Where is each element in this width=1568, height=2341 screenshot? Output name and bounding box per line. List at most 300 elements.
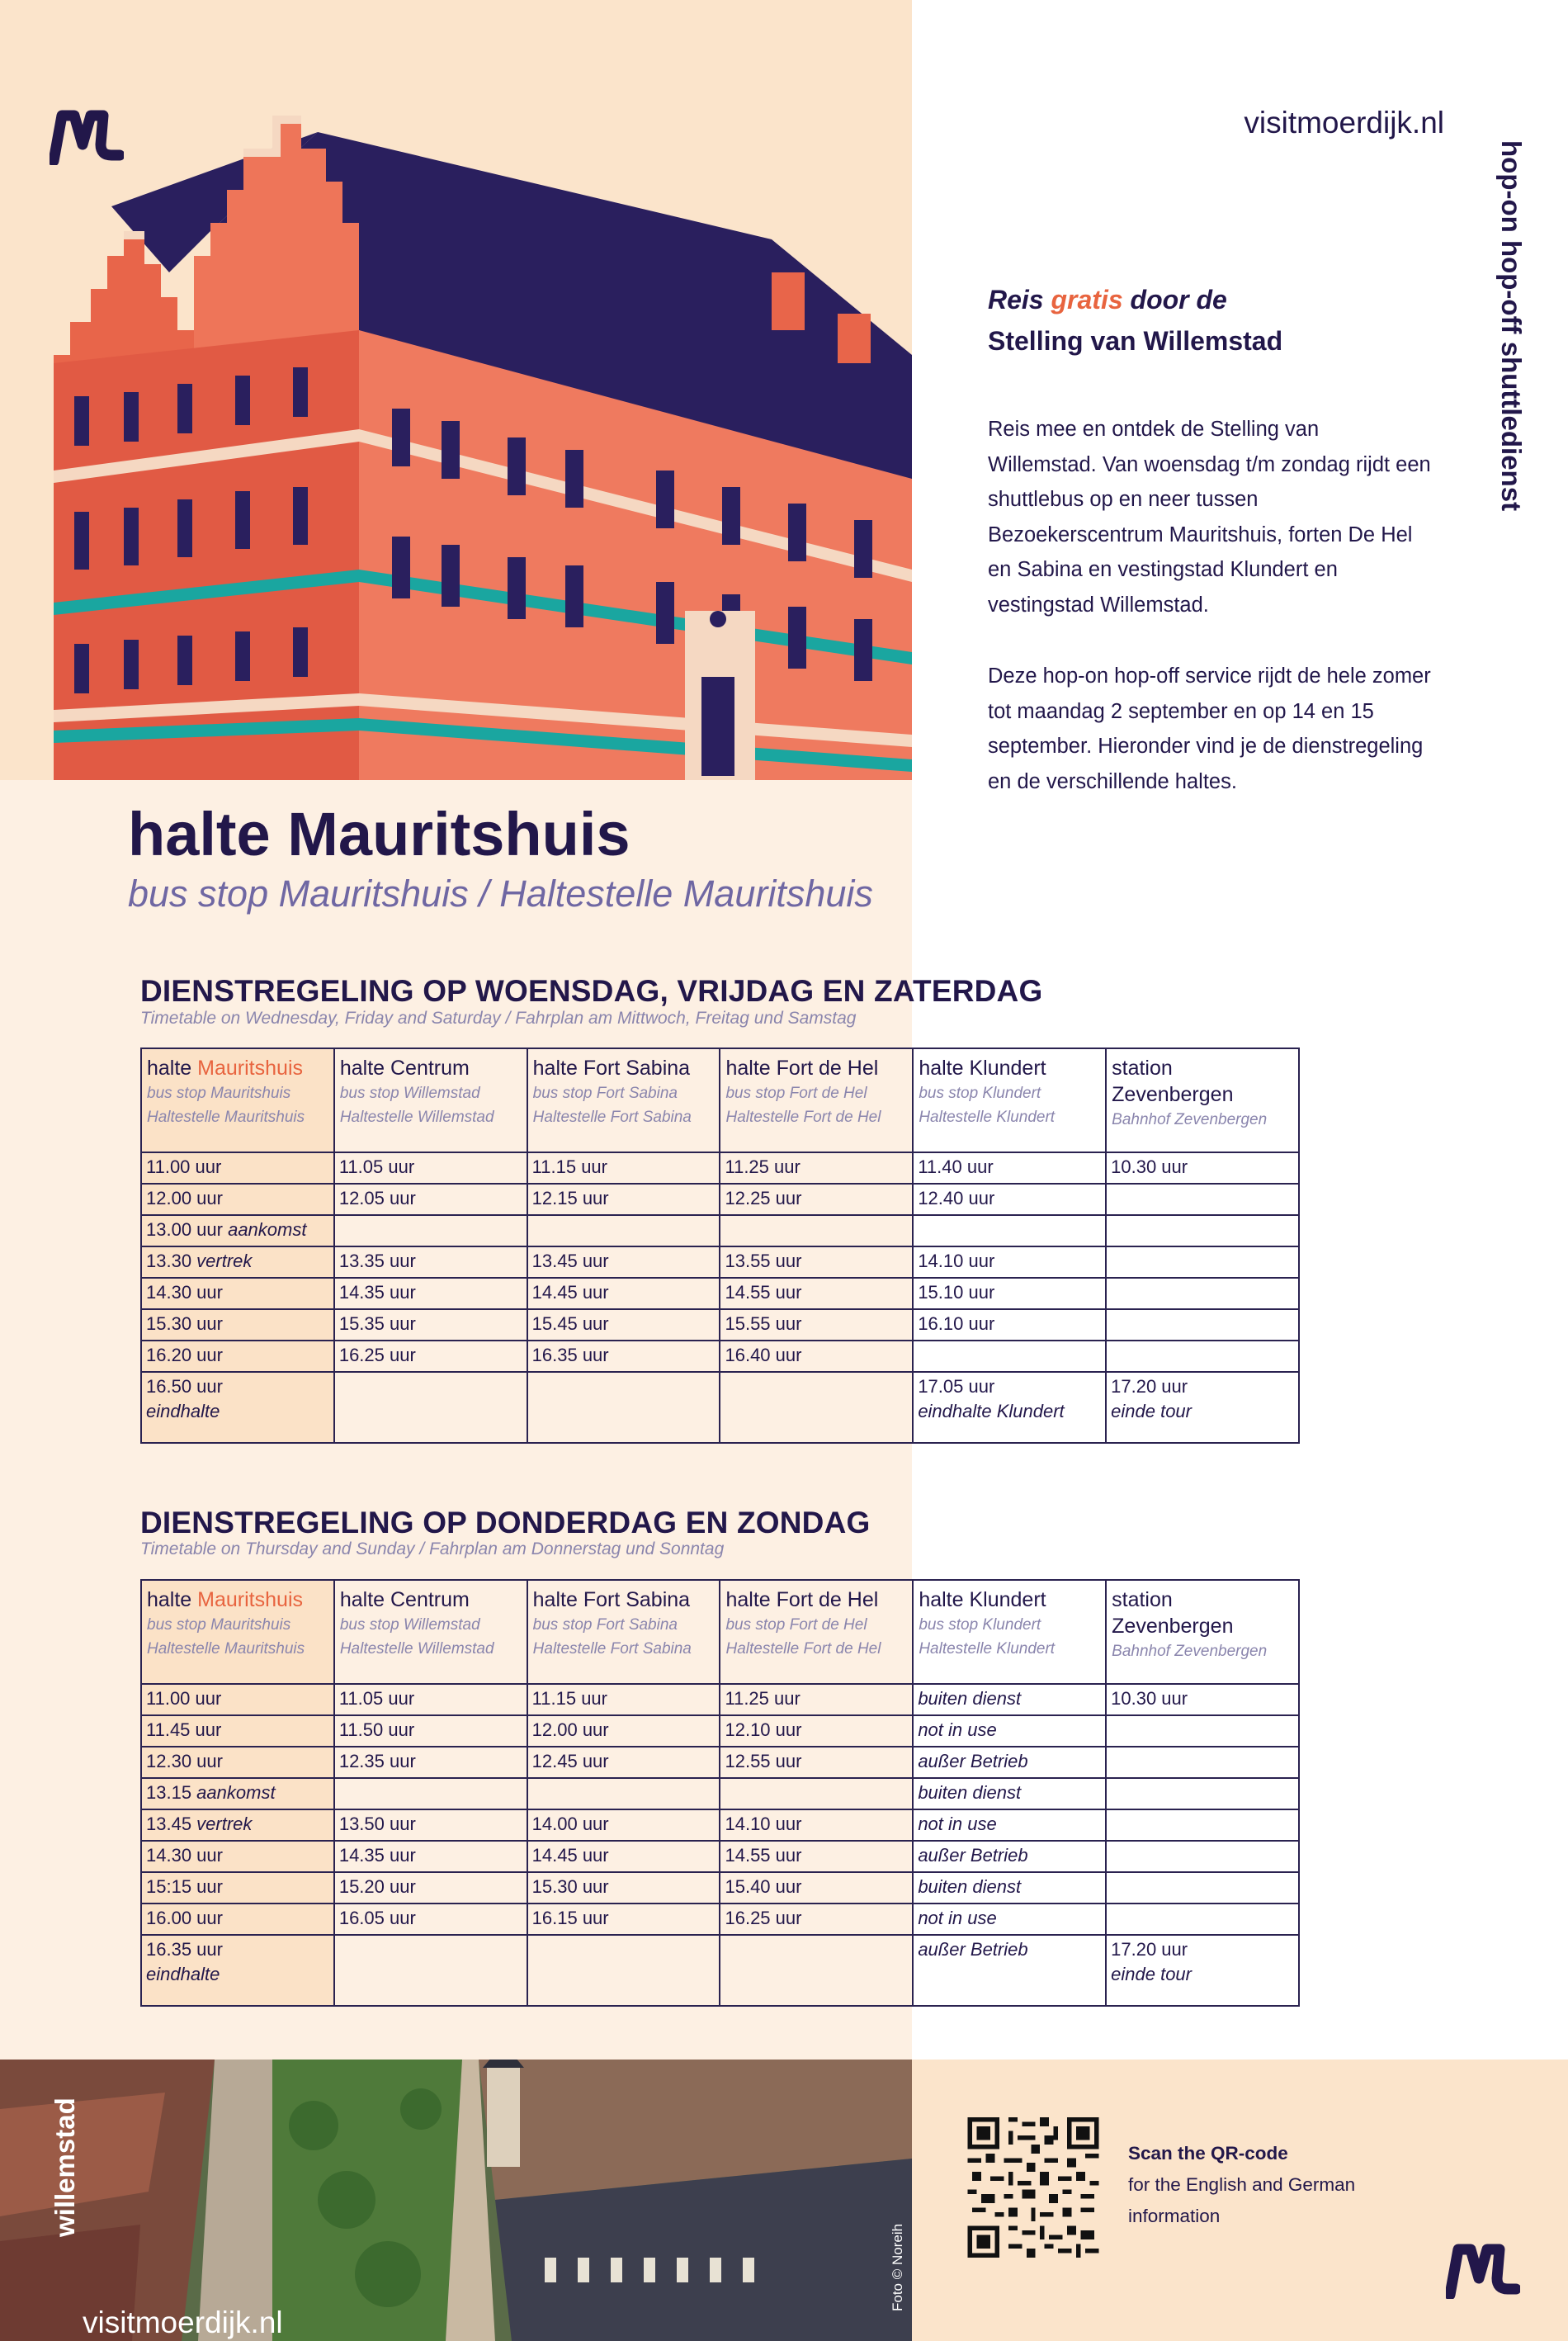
time-value: 13.35 uur (338, 1251, 416, 1271)
column-subtitle-de: Haltestelle Klundert (919, 1640, 1056, 1658)
column-subtitle-en: bus stop Klundert (919, 1085, 1041, 1102)
table-cell (334, 1904, 527, 1935)
table-row (141, 1246, 1299, 1278)
table-cell (527, 1904, 720, 1935)
table-cell (1106, 1341, 1299, 1372)
time-value: 15.45 uur (531, 1313, 609, 1334)
time-value: 11.00 uur (146, 1688, 222, 1709)
table-cell (1106, 1809, 1299, 1841)
table-cell (141, 1184, 334, 1215)
table-cell (334, 1809, 527, 1841)
column-subtitle-en: Bahnhof Zevenbergen (1112, 1643, 1268, 1660)
table-cell (913, 1341, 1106, 1372)
table-cell (720, 1715, 913, 1747)
time-value: 12.35 uur (338, 1751, 416, 1771)
table-cell (913, 1309, 1106, 1341)
column-subtitle-de: Haltestelle Klundert (919, 1109, 1056, 1126)
time-value: 16.15 uur (531, 1908, 609, 1928)
table-cell (527, 1215, 720, 1246)
column-subtitle-en: Bahnhof Zevenbergen (1112, 1111, 1268, 1128)
column-subtitle-de: Haltestelle Mauritshuis (147, 1109, 305, 1126)
time-value: 11.15 uur (531, 1688, 607, 1709)
column-title (147, 1055, 328, 1081)
photo-credit: Foto © Noreih (890, 2223, 905, 2311)
time-note: außer Betrieb (918, 1939, 1028, 1960)
time-value: 12.00 uur (146, 1188, 223, 1208)
time-value: 15.10 uur (918, 1282, 995, 1303)
time-note: vertrek (196, 1251, 253, 1271)
table-cell (334, 1778, 527, 1809)
column-title-text: halte Fort de Hel (725, 1057, 879, 1080)
timetable-1 (140, 1048, 1300, 1444)
table-cell (141, 1246, 334, 1278)
table-cell (720, 1309, 913, 1341)
time-value: 12.30 uur (146, 1751, 223, 1771)
table-cell (913, 1246, 1106, 1278)
photo-vertical-label: willemstad (50, 2097, 80, 2237)
table-cell (527, 1278, 720, 1309)
time-note: einde tour (1111, 1401, 1192, 1421)
time-note: aankomst (196, 1782, 276, 1803)
table-cell (141, 1809, 334, 1841)
table-cell (1106, 1778, 1299, 1809)
time-value: 10.30 uur (1111, 1688, 1188, 1709)
column-subtitle-de: Haltestelle Willemstad (339, 1109, 494, 1126)
time-value: 12.10 uur (725, 1719, 802, 1740)
time-value: 12.55 uur (725, 1751, 802, 1771)
table-cell (913, 1747, 1106, 1778)
table-cell (720, 1778, 913, 1809)
time-value: 11.25 uur (725, 1688, 801, 1709)
time-value: 15.55 uur (725, 1313, 802, 1334)
time-value: 13.00 uur (146, 1219, 229, 1240)
table-cell (1106, 1152, 1299, 1184)
table-cell (720, 1372, 913, 1443)
table-cell (334, 1935, 527, 2006)
table-cell (141, 1278, 334, 1309)
time-value: 16.25 uur (338, 1345, 416, 1365)
table-cell (141, 1684, 334, 1715)
table-cell (527, 1309, 720, 1341)
time-value: 16.35 uur (146, 1939, 223, 1960)
timetable-1-heading: DIENSTREGELING OP WOENSDAG, VRIJDAG EN ZATERDAG (140, 974, 1043, 1008)
time-value: 12.15 uur (531, 1188, 609, 1208)
qr-line-2: for the English and German (1128, 2174, 1356, 2195)
column-title-text: halte (147, 1588, 198, 1611)
time-value: 16.20 uur (146, 1345, 223, 1365)
column-subtitle-en: bus stop Klundert (919, 1616, 1041, 1634)
time-value: 14.45 uur (531, 1282, 609, 1303)
table-row (141, 1152, 1299, 1184)
table-cell (334, 1246, 527, 1278)
table-cell (913, 1184, 1106, 1215)
stop-subtitle: bus stop Mauritshuis / Haltestelle Mauritshuis (128, 873, 873, 915)
column-subtitle-de: Haltestelle Mauritshuis (147, 1640, 305, 1658)
timetable-header (141, 1580, 1299, 1684)
intro-paragraph-1: Reis mee en ontdek de Stelling van Willemstad. Van woensdag t/m zondag rijdt een shuttlebus op en neer tussen Bezoekerscentrum Mauritshuis, forten De Hel en Sabina en vestingstad Klundert en vestingstad Willemstad. (988, 418, 1431, 617)
time-value: 13.15 (146, 1782, 197, 1803)
time-note: einde tour (1111, 1964, 1192, 1984)
column-title-text: halte Centrum (339, 1057, 470, 1080)
time-value: 10.30 uur (1111, 1156, 1188, 1177)
column-title (725, 1587, 907, 1613)
time-value: 16.25 uur (725, 1908, 802, 1928)
time-value: 17.20 uur (1111, 1376, 1188, 1397)
time-note: buiten dienst (918, 1876, 1022, 1897)
intro-heading-post: door de (1122, 285, 1227, 314)
table-cell (141, 1152, 334, 1184)
table-cell (334, 1715, 527, 1747)
time-value: 13.45 uur (531, 1251, 609, 1271)
time-value: 12.00 uur (531, 1719, 609, 1740)
table-cell (913, 1372, 1106, 1443)
time-value: 13.45 (146, 1814, 197, 1834)
intro-heading-accent: gratis (1051, 285, 1123, 314)
time-note: buiten dienst (918, 1782, 1022, 1803)
table-cell (527, 1152, 720, 1184)
time-value: 16.05 uur (338, 1908, 416, 1928)
table-cell (913, 1152, 1106, 1184)
intro-paragraph-2: Deze hop-on hop-off service rijdt de hele zomer tot maandag 2 september en op 14 en 15 september. Hieronder vind je de dienstregeling en de verschillende haltes. (988, 664, 1431, 793)
table-cell (141, 1872, 334, 1904)
table-cell (1106, 1278, 1299, 1309)
table-cell (527, 1715, 720, 1747)
table-row (141, 1747, 1299, 1778)
table-cell (527, 1184, 720, 1215)
table-cell (141, 1215, 334, 1246)
time-value: 12.25 uur (725, 1188, 802, 1208)
time-with-note (146, 1781, 329, 1805)
table-cell (527, 1809, 720, 1841)
table-cell (527, 1341, 720, 1372)
time-value: 13.55 uur (725, 1251, 802, 1271)
column-header (527, 1580, 720, 1684)
table-cell (141, 1341, 334, 1372)
column-subtitle-de: Haltestelle Fort Sabina (532, 1640, 692, 1658)
column-header (141, 1048, 334, 1152)
table-cell (913, 1904, 1106, 1935)
table-row (141, 1935, 1299, 2006)
willemstad-aerial-photo (0, 2060, 912, 2341)
time-value: 14.00 uur (531, 1814, 609, 1834)
time-note: eindhalte (146, 1964, 220, 1984)
time-note: not in use (918, 1908, 997, 1928)
time-with-note (146, 1249, 329, 1274)
table-cell (141, 1747, 334, 1778)
table-row (141, 1778, 1299, 1809)
time-value: 14.55 uur (725, 1845, 802, 1866)
header-row (141, 1048, 1299, 1152)
table-cell (720, 1684, 913, 1715)
column-header (913, 1580, 1106, 1684)
time-value: 14.35 uur (338, 1845, 416, 1866)
table-cell (527, 1372, 720, 1443)
column-title (919, 1055, 1100, 1081)
table-cell (913, 1935, 1106, 2006)
qr-line-3: information (1128, 2206, 1221, 2226)
table-cell (527, 1747, 720, 1778)
intro-heading (988, 279, 1450, 362)
table-cell (1106, 1184, 1299, 1215)
table-cell (141, 1904, 334, 1935)
table-cell (334, 1341, 527, 1372)
intro-heading-pre: Reis (988, 285, 1051, 314)
time-note: außer Betrieb (918, 1751, 1028, 1771)
time-value: 11.45 uur (146, 1719, 222, 1740)
table-row (141, 1309, 1299, 1341)
table-cell (913, 1872, 1106, 1904)
timetable-2-heading: DIENSTREGELING OP DONDERDAG EN ZONDAG (140, 1506, 871, 1539)
column-title-text: halte (147, 1057, 198, 1080)
table-cell (1106, 1715, 1299, 1747)
time-value: 14.55 uur (725, 1282, 802, 1303)
column-title-accent: Mauritshuis (197, 1588, 303, 1611)
qr-code[interactable] (967, 2117, 1099, 2258)
table-cell (334, 1872, 527, 1904)
time-value: 11.15 uur (531, 1156, 607, 1177)
table-cell (141, 1309, 334, 1341)
table-row (141, 1904, 1299, 1935)
moerdijk-logo-bottom (1446, 2241, 1520, 2299)
timetable-1-subheading: Timetable on Wednesday, Friday and Saturday / Fahrplan am Mittwoch, Freitag und Samstag (140, 1009, 857, 1028)
column-title (1112, 1055, 1293, 1108)
column-subtitle-en: bus stop Fort Sabina (532, 1085, 678, 1102)
table-row (141, 1841, 1299, 1872)
time-value: 11.05 uur (338, 1688, 415, 1709)
time-value: 15.20 uur (338, 1876, 416, 1897)
column-title-accent: Mauritshuis (197, 1057, 303, 1080)
mauritshuis-illustration (45, 83, 912, 780)
column-subtitle-de: Haltestelle Willemstad (339, 1640, 494, 1658)
column-subtitle-de: Haltestelle Fort Sabina (532, 1109, 692, 1126)
time-value: 14.10 uur (725, 1814, 802, 1834)
table-cell (1106, 1841, 1299, 1872)
vertical-title-text: hop-on hop-off shuttledienst (1496, 140, 1527, 512)
column-title (1112, 1587, 1293, 1639)
time-value: 14.10 uur (918, 1251, 995, 1271)
table-cell (720, 1278, 913, 1309)
time-value: 15.35 uur (338, 1313, 416, 1334)
table-cell (913, 1809, 1106, 1841)
column-title-text: halte Klundert (919, 1057, 1046, 1080)
timetable-body (141, 1684, 1299, 2006)
time-note: not in use (918, 1814, 997, 1834)
time-value: 13.30 (146, 1251, 197, 1271)
time-value: 16.35 uur (531, 1345, 609, 1365)
table-cell (141, 1372, 334, 1443)
time-value: 13.50 uur (338, 1814, 416, 1834)
table-row (141, 1372, 1299, 1443)
table-row (141, 1215, 1299, 1246)
column-header (720, 1580, 913, 1684)
time-note: aankomst (228, 1219, 307, 1240)
table-cell (334, 1215, 527, 1246)
header-row (141, 1580, 1299, 1684)
table-cell (527, 1778, 720, 1809)
table-cell (334, 1278, 527, 1309)
table-cell (334, 1747, 527, 1778)
time-value: 12.45 uur (531, 1751, 609, 1771)
table-cell (720, 1246, 913, 1278)
column-subtitle-en: bus stop Willemstad (339, 1085, 480, 1102)
time-value: 15.30 uur (531, 1876, 609, 1897)
time-value: 16.50 uur (146, 1376, 223, 1397)
column-title (919, 1587, 1100, 1613)
table-cell (141, 1935, 334, 2006)
table-cell (913, 1684, 1106, 1715)
time-value: 14.30 uur (146, 1282, 223, 1303)
table-cell (334, 1184, 527, 1215)
column-header (720, 1048, 913, 1152)
time-value: 15:15 uur (146, 1876, 223, 1897)
column-header (334, 1048, 527, 1152)
column-header (1106, 1580, 1299, 1684)
table-cell (527, 1872, 720, 1904)
table-cell (720, 1152, 913, 1184)
column-title (533, 1055, 715, 1081)
table-cell (720, 1809, 913, 1841)
table-row (141, 1809, 1299, 1841)
column-title (533, 1587, 715, 1613)
table-cell (913, 1278, 1106, 1309)
column-title-text: halte Centrum (339, 1588, 470, 1611)
time-value: 17.05 uur (918, 1376, 995, 1397)
table-cell (1106, 1747, 1299, 1778)
time-value: 16.10 uur (918, 1313, 995, 1334)
table-cell (141, 1778, 334, 1809)
table-cell (141, 1715, 334, 1747)
table-cell (1106, 1246, 1299, 1278)
column-subtitle-en: bus stop Fort Sabina (532, 1616, 678, 1634)
table-cell (720, 1747, 913, 1778)
table-cell (720, 1841, 913, 1872)
table-row (141, 1684, 1299, 1715)
time-value: 16.00 uur (146, 1908, 223, 1928)
column-title (147, 1587, 328, 1613)
time-value: 15.30 uur (146, 1313, 223, 1334)
moerdijk-logo (50, 107, 124, 165)
table-cell (720, 1341, 913, 1372)
table-cell (334, 1372, 527, 1443)
time-value: 11.50 uur (338, 1719, 415, 1740)
qr-instructions (1128, 2138, 1376, 2232)
table-cell (334, 1152, 527, 1184)
table-cell (1106, 1684, 1299, 1715)
site-url[interactable]: visitmoerdijk.nl (1244, 106, 1444, 140)
table-cell (913, 1215, 1106, 1246)
table-cell (1106, 1309, 1299, 1341)
time-with-note (146, 1218, 329, 1242)
time-value: 12.40 uur (918, 1188, 995, 1208)
column-title (725, 1055, 907, 1081)
qr-line-1: Scan the QR-code (1128, 2143, 1288, 2164)
table-cell (1106, 1935, 1299, 2006)
table-cell (913, 1778, 1106, 1809)
timetable-body (141, 1152, 1299, 1443)
time-value: 17.20 uur (1111, 1939, 1188, 1960)
table-cell (334, 1841, 527, 1872)
time-with-note (146, 1812, 329, 1837)
time-note: eindhalte Klundert (918, 1401, 1065, 1421)
time-value: 11.00 uur (146, 1156, 222, 1177)
column-title-text: station Zevenbergen (1112, 1057, 1234, 1106)
column-header (527, 1048, 720, 1152)
column-subtitle-en: bus stop Fort de Hel (725, 1616, 867, 1634)
table-cell (720, 1215, 913, 1246)
column-subtitle-en: bus stop Willemstad (339, 1616, 480, 1634)
column-title (340, 1055, 522, 1081)
column-title-text: station Zevenbergen (1112, 1588, 1234, 1638)
column-title-text: halte Klundert (919, 1588, 1046, 1611)
time-value: 16.40 uur (725, 1345, 802, 1365)
time-note: not in use (918, 1719, 997, 1740)
table-cell (1106, 1872, 1299, 1904)
time-value: 14.30 uur (146, 1845, 223, 1866)
vertical-title (1485, 140, 1535, 586)
table-cell (1106, 1904, 1299, 1935)
column-subtitle-en: bus stop Mauritshuis (147, 1616, 291, 1634)
table-cell (913, 1715, 1106, 1747)
table-cell (720, 1872, 913, 1904)
column-subtitle-en: bus stop Mauritshuis (147, 1085, 291, 1102)
table-cell (720, 1904, 913, 1935)
table-cell (720, 1184, 913, 1215)
table-cell (913, 1841, 1106, 1872)
time-value: 14.35 uur (338, 1282, 416, 1303)
column-header (1106, 1048, 1299, 1152)
table-cell (1106, 1372, 1299, 1443)
table-row (141, 1184, 1299, 1215)
column-header (334, 1580, 527, 1684)
time-value: 12.05 uur (338, 1188, 416, 1208)
time-note: buiten dienst (918, 1688, 1022, 1709)
time-note: außer Betrieb (918, 1845, 1028, 1866)
column-subtitle-de: Haltestelle Fort de Hel (725, 1109, 881, 1126)
stop-title: halte Mauritshuis (128, 800, 631, 868)
column-subtitle-de: Haltestelle Fort de Hel (725, 1640, 881, 1658)
table-row (141, 1872, 1299, 1904)
table-cell (527, 1684, 720, 1715)
time-note: eindhalte (146, 1401, 220, 1421)
timetable-2 (140, 1579, 1300, 2007)
intro-heading-line2: Stelling van Willemstad (988, 326, 1283, 356)
time-value: 14.45 uur (531, 1845, 609, 1866)
table-cell (334, 1309, 527, 1341)
column-title-text: halte Fort Sabina (532, 1057, 691, 1080)
time-value: 11.05 uur (338, 1156, 415, 1177)
time-note: vertrek (196, 1814, 253, 1834)
table-row (141, 1341, 1299, 1372)
table-cell (141, 1841, 334, 1872)
column-header (913, 1048, 1106, 1152)
table-cell (334, 1684, 527, 1715)
table-cell (1106, 1215, 1299, 1246)
table-row (141, 1715, 1299, 1747)
time-value: 11.40 uur (918, 1156, 994, 1177)
photo-url[interactable]: visitmoerdijk.nl (83, 2306, 283, 2339)
column-title (340, 1587, 522, 1613)
table-cell (527, 1246, 720, 1278)
column-title-text: halte Fort de Hel (725, 1588, 879, 1611)
timetable-header (141, 1048, 1299, 1152)
column-header (141, 1580, 334, 1684)
table-cell (527, 1935, 720, 2006)
table-row (141, 1278, 1299, 1309)
column-subtitle-en: bus stop Fort de Hel (725, 1085, 867, 1102)
column-title-text: halte Fort Sabina (532, 1588, 691, 1611)
table-cell (720, 1935, 913, 2006)
time-value: 15.40 uur (725, 1876, 802, 1897)
